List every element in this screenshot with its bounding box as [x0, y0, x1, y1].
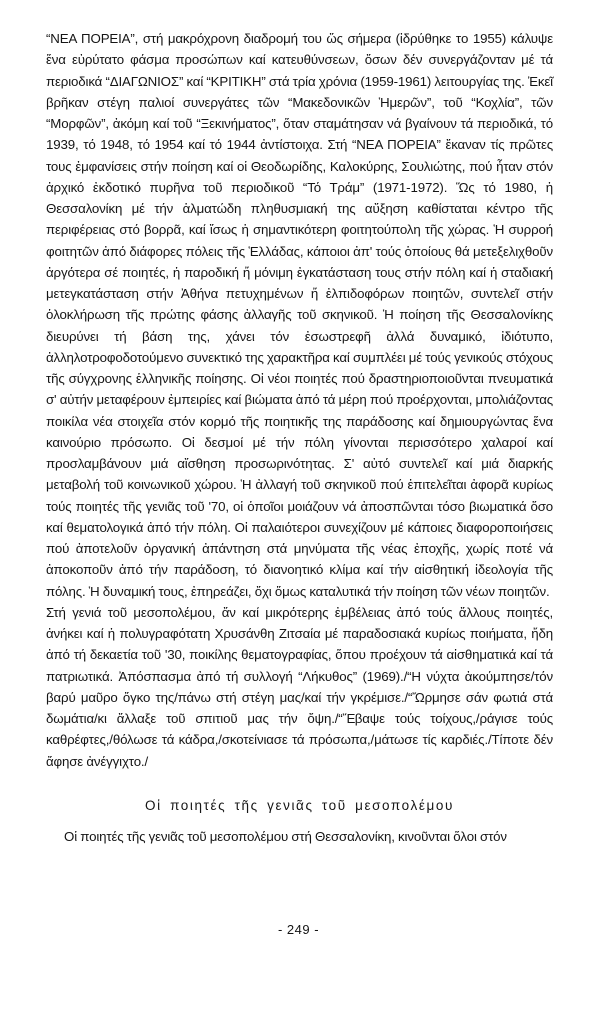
document-page	[46, 28, 553, 988]
section-heading: Οἱ ποιητές τῆς γενιᾶς τοῦ μεσοπολέμου	[145, 797, 454, 813]
body-paragraph: Οἱ ποιητές τῆς γενιᾶς τοῦ μεσοπολέμου στή Θεσσαλονίκη, κινοῦνται ὅλοι στόν	[64, 828, 507, 844]
body-paragraph: “ΝΕΑ ΠΟΡΕΙΑ”, στή μακρόχρονη διαδρομή του ὥς σήμερα (ἱδρύθηκε τo 1955) κάλυψε ἕνα εὐρύτατο φάσμα προσώπων καί κατευθύνσεων, ὅσων δέν συνεργάζονταν μέ τά περιοδικά “ΔΙΑΓΩΝΙΟΣ” καί “ΚΡΙΤΙΚΗ” στά τρία χρόνια (1959-1961) λειτουργίας της. Ἐκεῖ βρῆκαν στέγη παλιοί συνεργάτες τῶν “Μακεδονικῶν Ἡμερῶν”, τοῦ “Κοχλία”, τῶν “Μορφῶν”, ἀκόμη καί τοῦ “Ξεκινήματος”, ὅταν σταμάτησαν νά βγαίνουν τά περιοδικά, τό 1939, τό 1948, τό 1954 καί τό 1944 ἀντίστοιχα. Στή “ΝΕΑ ΠΟΡΕΙΑ” ἔκαναν τίς πρῶτες τους ἐμφανίσεις στήν ποίηση καί οἱ Θεοδωρίδης, Καλοκύρης, Σουλιώτης, πού ἦταν στόν ἀρχικό ἐκδοτικό πυρῆνα τοῦ περιοδικοῦ “Τό Τράμ” (1971-1972). Ὥς τό 1980, ἡ Θεσσαλονίκη μέ τήν ἁλματώδη πληθυσμιακή της αὔξηση καθίσταται κέντρο τῆς περιφέρειας στό βορρᾶ, καί ἴσως ἡ σημαντικότερη φοιτητούπολη τῆς χώρας. Ἡ συρροή φοιτητῶν ἀπό διάφορες πόλεις τῆς Ἑλλάδας, κάποιοι ἀπ' τούς ὁποίους θά μετεξελιχθοῦν ἀργότερα σέ ποιητές, ἡ παροδική ἤ μόνιμη ἐγκατάσταση τους στήν πόλη καί ἡ σταδιακή μετεγκατάσταση στήν Ἀθήνα πετυχημένων ἤ ἐλπιδοφόρων ποιητῶν, συντελεῖ στήν ὁλοκλήρωση τῆς πρώτης φάσης ἀλλαγῆς τοῦ σκηνικοῦ. Ἡ ποίηση τῆς Θεσσαλονίκης διευρύνει τή βάση της, χάνει τόν ἐσωστρεφῆ ἀλλά δυναμικό, ἰδιότυπο, ἀλληλοτροφοδοτούμενο συνεκτικό της χαρακτῆρα καί συμπλέει μέ τούς γενικούς στόχους τῆς σύγχρονης ἑλληνικῆς ποίησης. Οἱ νέοι ποιητές πού δραστηριοποιοῦνται πνευματικά σ' αὐτήν μεταφέρουν ἐμπειρίες καί βιώματα ἀπό τά μέρη πού προέρχονται, μπολιάζοντας ποικίλα νέα στοιχεῖα στόν κορμό τῆς ποιητικῆς της παράδοσης καί δημιουργώντας ἕνα καινούριο πρόσωπο. Οἱ δεσμοί μέ τήν πόλη γίνονται περισσότερο χαλαροί καί προσλαμβάνουν μιά αἴσθηση προσωρινότητας. Σ' αὐτό συντελεῖ καί μιά διαρκής μεταβολή τοῦ κοινωνικοῦ χώρου. Ἡ ἀλλαγή τοῦ σκηνικοῦ πού ἐπιτελεῖται ἀφορᾶ κυρίως τούς ποιητές τῆς γενιᾶς τοῦ '70, οἱ ὁποῖοι μοιάζουν νά ἀποσπῶνται τόσο βιωματικά ὅσο καί θεματολογικά ἀπό τήν πόλη. Οἱ παλαιότεροι συνεχίζουν μέ κάποιες διαφοροποιήσεις πού ἀποτελοῦν ὀργανική ἀπάντηση στά μηνύματα τῆς νέας ἐποχῆς, χωρίς ποτέ νά ἀποκοποῦν ἀπό τήν παράδοση, τό διανοητικό κλίμα καί τήν αἰσθητική ἰδεολογία τῆς πόλης. Ἡ δυναμική τους, ἐπηρεάζει, ὄχι ὅμως καταλυτικά τήν ποίηση τῶν νέων ποιητῶν.	[46, 31, 554, 599]
body-paragraph: Στή γενιά τοῦ μεσοπολέμου, ἄν καί μικρότερης ἐμβέλειας ἀπό τούς ἄλλους ποιητές, ἀνήκει καί ἡ πολυγραφότατη Χρυσάνθη Ζιτσαία μέ παραδοσιακά κυρίως ποιήματα, ἤδη ἀπό τή δεκαετία τοῦ '30, ποικίλης θεματογραφίας, ὅπου προέχουν τά αἰσθηματικά καί τά πατριωτικά. Ἀπόσπασμα ἀπό τή συλλογή “Λήκυθος” (1969)./“Η νύχτα ἀκούμπησε/τόν βαρύ μαῦρο ὄγκο της/πάνω στή στέγη μας/καί τήν γκρέμισε./“Ὤρμησε σάν φωτιά στά δωμάτια/κι ἄλλαξε τοῦ σπιτιοῦ μας τήν ὄψη./“Ἔβαψε τούς τοίχους,/ράγισε τούς καθρέφτες,/θόλωσε τά κάδρα,/σκοτείνιασε τά πρόσωπα,/μάτωσε τίς καρδιές./Τίποτε δέν ἄφησε ἀνέγγιχτο./	[46, 604, 553, 769]
page-number: - 249 -	[277, 922, 320, 937]
